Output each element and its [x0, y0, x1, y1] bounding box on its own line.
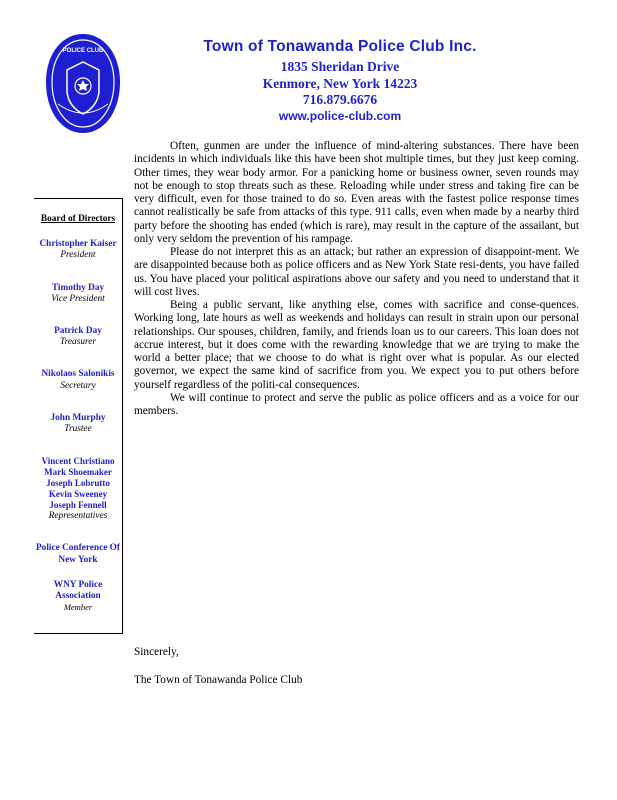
seal-text: POLICE CLUB: [62, 48, 104, 54]
representative-name: Joseph Lobrutto: [46, 478, 110, 489]
member-role: Trustee: [64, 424, 92, 435]
representatives-group: [34, 456, 122, 522]
affiliation-name: Police Conference Of New York: [36, 543, 120, 565]
representative-name: Mark Shoemaker: [44, 467, 112, 478]
letterhead: [140, 38, 540, 124]
website-link[interactable]: www.police-club.com: [278, 108, 402, 123]
board-member: [34, 413, 122, 435]
affiliation-name: WNY Police Association: [53, 579, 103, 602]
member-name: John Murphy: [50, 412, 106, 423]
member-name: Christopher Kaiser: [39, 239, 117, 250]
member-name: Patrick Day: [54, 326, 102, 337]
address-line-1: 1835 Sheridan Drive: [280, 59, 400, 74]
board-member: [34, 283, 122, 305]
board-title: Board of Directors: [40, 214, 116, 224]
letter-body: [134, 140, 579, 418]
representative-name: Vincent Christiano: [41, 456, 115, 467]
affiliation: [34, 543, 122, 565]
representative-name: Kevin Sweeney: [48, 489, 108, 500]
representative-name: Joseph Fennell: [49, 500, 107, 511]
affiliation: [34, 580, 122, 614]
affiliation-role: Member: [63, 602, 93, 613]
member-role: Vice President: [51, 293, 105, 304]
letter-closing: [134, 645, 302, 687]
phone-number: 716.879.6676: [302, 92, 378, 107]
police-club-seal-icon: [44, 32, 122, 136]
board-member: [34, 326, 122, 348]
signature-line: The Town of Tonawanda Police Club: [134, 674, 303, 686]
member-name: Nikolaos Salonikis: [41, 369, 115, 380]
member-role: President: [60, 250, 96, 261]
member-role: Secretary: [60, 380, 96, 391]
board-of-directors-sidebar: [34, 198, 123, 634]
board-member: [34, 239, 122, 261]
organization-name: Town of Tonawanda Police Club Inc.: [203, 38, 477, 55]
letter-paragraph: Often, gunmen are under the influence of mind-altering substances. There have been incidents in which individuals like this have been shot multiple times, but they just keep coming. Other times, they wear body armor. For a panicking home or business owner, seven rounds may not be enough to stop threats such as these. Reloading while under stress and taking fire can be very difficult, even for those trained to do so. Even areas with the fastest police response times cannot realistically be safe from attacks of this type. 911 calls, even when made by a nearby third party before the shooting has ended (which is rare), may result in the capture of the assailant, but only very seldom the prevention of his rampage.: [134, 140, 579, 245]
closing-salutation: Sincerely,: [134, 646, 179, 658]
board-member: [34, 369, 122, 391]
member-role: Treasurer: [60, 337, 96, 348]
address-line-2: Kenmore, New York 14223: [262, 75, 418, 91]
representatives-role: Representatives: [48, 511, 108, 522]
letter-paragraph: Please do not interpret this as an attack; but rather an expression of disappoint-ment. We are disappointed because both as police officers and as New York State resi-dents, you have failed us. You have placed your political aspirations above our safety and you need to understand that it will cost lives.: [134, 246, 579, 298]
letter-paragraph: We will continue to protect and serve the public as police officers and as a voice for our members.: [134, 391, 579, 417]
letter-paragraph: Being a public servant, like anything else, comes with sacrifice and conse-quences. Working long, late hours as well as weekends and holidays can result in strain upon our personal relationships. Our spouses, children, family, and friends loan us to our careers. This loan does not accrue interest, but it does come with the rewarding knowledge that we are trying to make the world a better place; that we choose to do what is right over what is popular. As our elected governor, we expect the same kind of sacrifice from you. We expect you to put others before yourself regardless of the politi-cal consequences.: [134, 299, 579, 391]
member-name: Timothy Day: [51, 282, 105, 293]
